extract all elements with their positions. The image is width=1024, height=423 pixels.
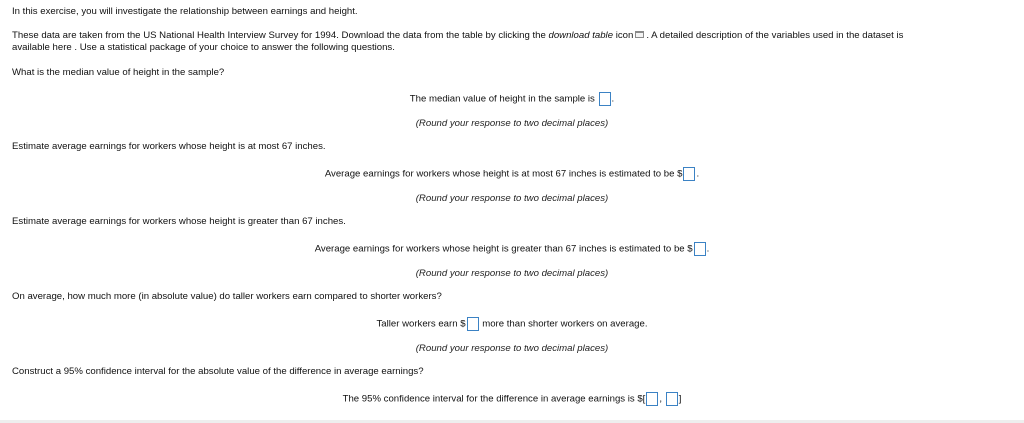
ci-upper-input[interactable]: [666, 392, 678, 406]
intro-line-2: [12, 30, 903, 42]
download-table-icon[interactable]: [635, 31, 644, 38]
answer-suffix: .: [706, 243, 710, 255]
ci-lower-input[interactable]: [646, 392, 658, 406]
question-earnings-short: Estimate average earnings for workers whose height is at most 67 inches.: [12, 141, 326, 152]
question-earnings-difference: On average, how much more (in absolute value) do taller workers earn compared to shorter workers?: [12, 291, 442, 302]
answer-suffix: .: [696, 168, 700, 180]
answer-prefix: Taller workers earn $: [376, 318, 466, 330]
ci-separator: ,: [659, 393, 663, 405]
intro-line-2-end: . A detailed description of the variables used in the dataset is: [646, 30, 904, 41]
answer-prefix: Average earnings for workers whose height is greater than 67 inches is estimated to be $: [314, 243, 693, 255]
answer-row-earnings-tall: [0, 242, 1024, 256]
answer-prefix: The 95% confidence interval for the difference in average earnings is $[: [342, 393, 646, 405]
answer-prefix: The median value of height in the sample is: [409, 93, 595, 105]
answer-prefix: Average earnings for workers whose height is at most 67 inches is estimated to be $: [324, 168, 683, 180]
answer-row-earnings-short: [0, 167, 1024, 181]
answer-row-confidence-interval: [0, 392, 1024, 406]
earnings-tall-input[interactable]: [694, 242, 706, 256]
download-table-link[interactable]: download table: [548, 30, 614, 41]
intro-line-1: In this exercise, you will investigate the relationship between earnings and height.: [12, 6, 358, 17]
intro-line-3: available here . Use a statistical package of your choice to answer the following questions.: [12, 42, 395, 53]
earnings-difference-input[interactable]: [467, 317, 479, 331]
answer-row-median-height: [0, 92, 1024, 106]
answer-row-earnings-difference: [0, 317, 1024, 331]
question-earnings-tall: Estimate average earnings for workers whose height is greater than 67 inches.: [12, 216, 346, 227]
answer-suffix: ]: [678, 393, 682, 405]
intro-line-2-text: These data are taken from the US National Health Interview Survey for 1994. Download the data from the table by clicking the: [12, 30, 546, 41]
question-median-height: What is the median value of height in the sample?: [12, 67, 225, 78]
question-confidence-interval: Construct a 95% confidence interval for the absolute value of the difference in average earnings?: [12, 366, 424, 377]
rounding-note: (Round your response to two decimal places): [415, 343, 609, 354]
answer-suffix: more than shorter workers on average.: [482, 318, 648, 330]
answer-suffix: .: [611, 93, 615, 105]
rounding-note: (Round your response to two decimal places): [415, 193, 609, 204]
intro-icon-word: icon: [615, 30, 634, 41]
rounding-note: (Round your response to two decimal places): [415, 118, 609, 129]
earnings-short-input[interactable]: [683, 167, 695, 181]
rounding-note: (Round your response to two decimal places): [415, 268, 609, 279]
median-height-input[interactable]: [599, 92, 611, 106]
